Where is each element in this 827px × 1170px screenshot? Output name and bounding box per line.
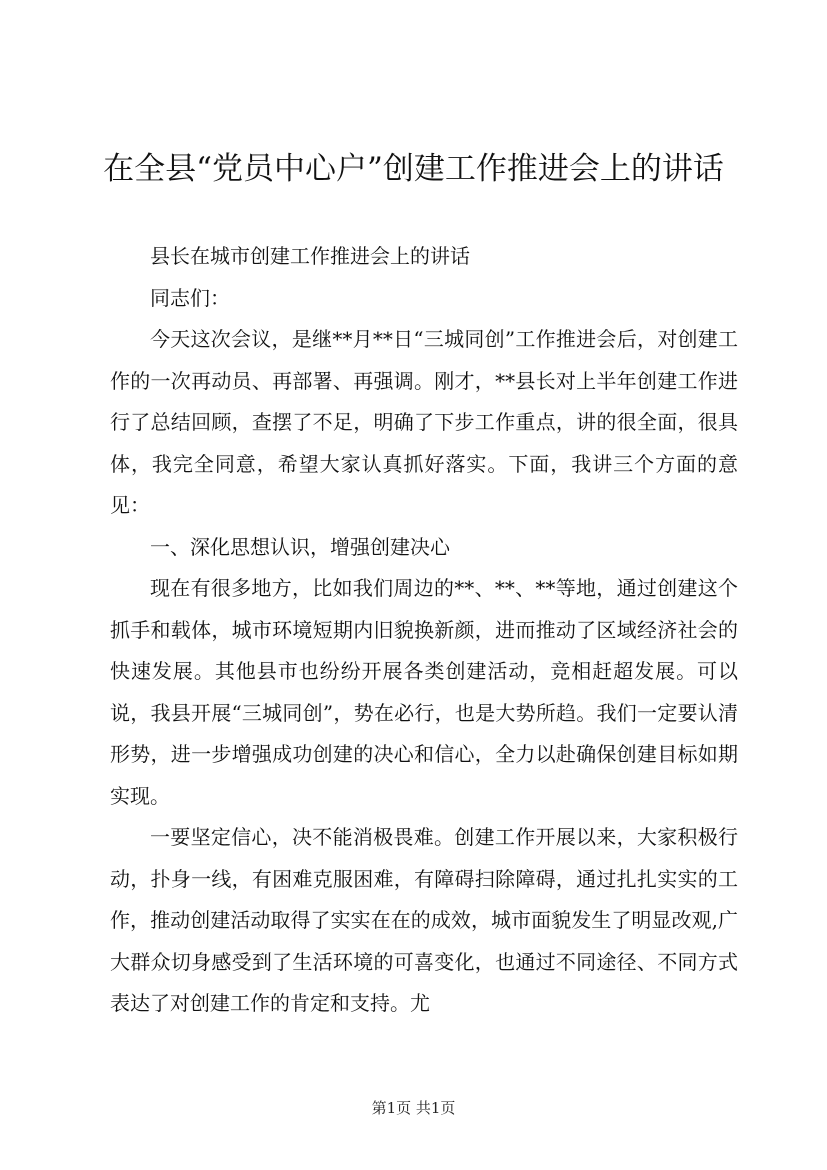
subtitle-paragraph: 县长在城市创建工作推进会上的讲话 [150, 244, 470, 268]
salutation-paragraph: 同志们： [150, 285, 230, 310]
document-title: 在全县“党员中心户”创建工作推进会上的讲话 [103, 151, 724, 187]
page-footer: 第1页 共1页 [371, 1099, 456, 1117]
document-body [110, 236, 738, 1025]
section-heading: 一、深化思想认识，增强创建决心 [150, 534, 450, 559]
body-paragraph: 今天这次会议，是继**月**日“三城同创”工作推进会后，对创建工作的一次再动员、再部署、再强调。刚才，**县长对上半年创建工作进行了总结回顾，查摆了不足，明确了下步工作重点，讲的很全面，很具体，我完全同意，希望大家认真抓好落实。下面，我讲三个方面的意见： [110, 327, 738, 517]
body-paragraph: 一要坚定信心，决不能消极畏难。创建工作开展以来，大家积极行动，扑身一线，有困难克服困难，有障碍扫除障碍，通过扎扎实实的工作，推动创建活动取得了实实在在的成效，城市面貌发生了明显改观,广大群众切身感受到了生活环境的可喜变化，也通过不同途径、不同方式表达了对创建工作的肯定和支持。尤 [110, 825, 738, 1015]
body-paragraph: 现在有很多地方，比如我们周边的**、**、**等地，通过创建这个抓手和载体，城市环境短期内旧貌换新颜，进而推动了区域经济社会的快速发展。其他县市也纷纷开展各类创建活动，竞相赶超发展。可以说，我县开展“三城同创”，势在必行，也是大势所趋。我们一定要认清形势，进一步增强成功创建的决心和信心，全力以赴确保创建目标如期实现。 [110, 576, 738, 808]
